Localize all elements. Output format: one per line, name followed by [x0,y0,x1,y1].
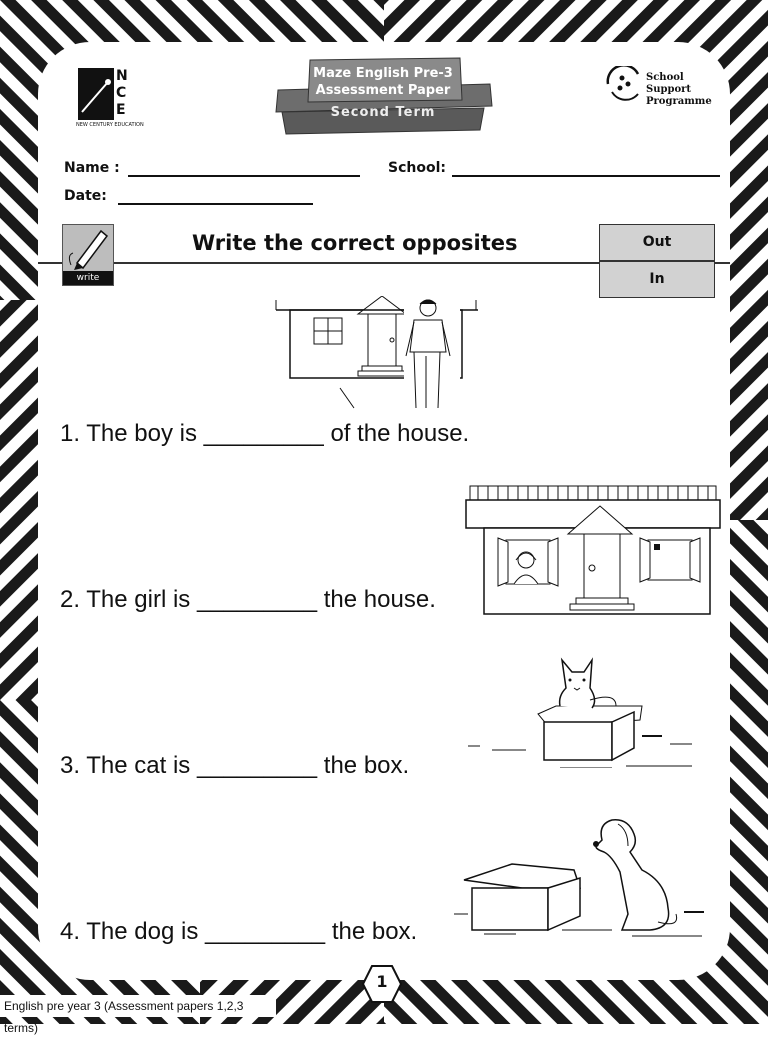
page-number-badge [362,964,402,1004]
pencil-icon [63,225,113,271]
word-bank-in: In [599,261,715,298]
word-bank-out: Out [599,224,715,261]
programme-line3: Programme [646,96,712,107]
question-number: 3. [60,752,81,779]
cat-in-box-illustration [466,656,696,768]
answer-blank[interactable]: _________ [205,918,326,945]
answer-blank[interactable]: _________ [196,586,318,613]
girl-in-house-illustration [464,484,724,618]
banner-line1: Maze English Pre-3 [313,66,453,81]
banner-term: Second Term [330,105,436,120]
question-text: The boy is [86,420,197,447]
programme-logo-icon [604,66,644,102]
question-text-end: the box. [331,918,418,945]
question-text: The girl is [86,586,191,613]
question-text: The cat is [86,752,191,779]
nce-logo [76,68,144,132]
question-2 [60,586,436,614]
question-1 [60,420,469,448]
dog-beside-box-illustration [452,818,714,942]
question-text: The dog is [86,918,199,945]
logo-subtext: NEW CENTURY EDUCATION [76,122,144,128]
question-text-end: of the house. [330,420,470,447]
answer-blank[interactable]: _________ [196,752,318,779]
answer-blank[interactable]: _________ [203,420,324,447]
write-icon [62,224,114,286]
question-text-end: the house. [323,586,436,613]
footer-caption: English pre year 3 (Assessment papers 1,2,3 terms) [0,995,276,1017]
name-field[interactable] [128,175,360,177]
question-text-end: the box. [323,752,410,779]
boy-outside-house-illustration [274,296,480,410]
question-number: 1. [60,420,81,447]
question-number: 4. [60,918,81,945]
school-field[interactable] [452,175,720,177]
logo-letters: NCE [116,68,128,118]
question-4 [60,918,417,946]
name-label: Name : [64,160,120,176]
date-label: Date: [64,188,107,204]
question-number: 2. [60,586,81,613]
programme-line1: School [646,72,684,83]
school-label: School: [388,160,446,176]
programme-line2: Support [646,84,692,95]
date-field[interactable] [118,203,313,205]
worksheet-page [38,42,730,980]
question-3 [60,752,409,780]
write-icon-label: write [63,271,113,285]
banner-line2: Assessment Paper [315,83,451,98]
page-number: 1 [376,972,388,991]
exercise-title: Write the correct opposites [192,231,518,255]
